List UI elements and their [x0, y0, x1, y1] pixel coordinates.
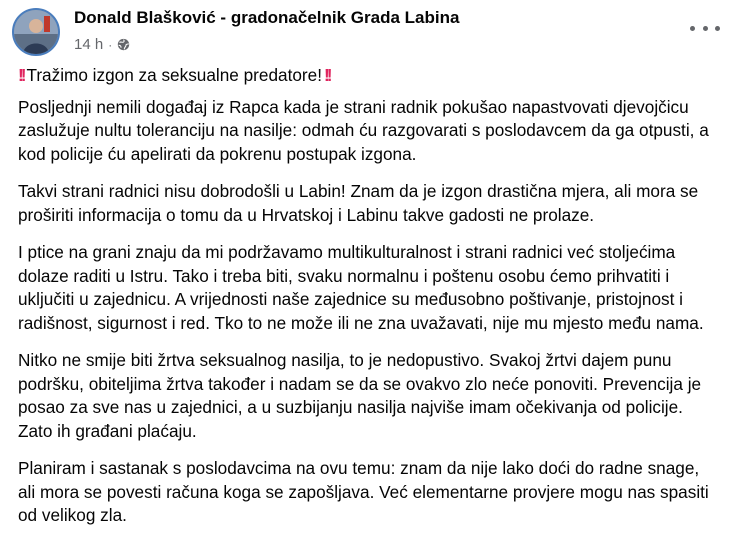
- exclamation-emoji-icon: !!: [18, 65, 24, 85]
- post-paragraph: Planiram i sastanak s poslodavcima na ovu temu: znam da nije lako doći do radne snage, ali mora se povesti računa koga se zapošljava. Već elementarne provjere mogu nas spasiti od velikog zla.: [18, 458, 709, 525]
- menu-dot: [715, 26, 720, 31]
- post-paragraph: Posljednji nemili događaj iz Rapca kada je strani radnik pokušao napastvovati djevojčicu zaslužuje nultu toleranciju na nasilje: odmah ću razgovarati s poslodavcem da ga otpusti, a kod policije ću apelirati da pokrenu postupak izgona.: [18, 96, 709, 164]
- post-header: [12, 4, 720, 60]
- menu-dot: [690, 26, 695, 31]
- headline-text: Tražimo izgon za seksualne predatore!: [26, 65, 322, 85]
- post-paragraph: Nitko ne smije biti žrtva seksualnog nasilja, to je nedopustivo. Svakoj žrtvi dajem punu podršku, obiteljima žrtva također i nadam se da se ovakvo zlo neće ponoviti. Prevencija je posao za sve nas u zajednici, a u suzbijanju nasilja najviše imam očekivanja od policije. Zato ih građani plaćaju.: [18, 350, 702, 441]
- post-paragraph: Takvi strani radnici nisu dobrodošli u Labin! Znam da je izgon drastična mjera, ali mora se proširiti informacija o tomu da u Hrvatskoj i Labinu takve gadosti ne prolaze.: [18, 181, 699, 225]
- post-headline: [18, 64, 720, 88]
- globe-icon[interactable]: [117, 38, 130, 51]
- post-paragraph: I ptice na grani znaju da mi podržavamo multikulturalnost i strani radnici već stoljećima dolaze raditi u Istru. Tako i treba biti, svaku normalnu i poštenu osobu ćemo prihvatiti i uključiti u zajednicu. A vrijednosti naše zajednice su međusobno poštivanje, pristojnost i radišnost, sigurnost i red. Tko to ne može ili ne zna uvažavati, nije mu mjesto među nama.: [18, 242, 704, 333]
- exclamation-emoji-icon: !!: [323, 65, 330, 85]
- profile-photo-icon: [14, 10, 58, 54]
- post-timestamp[interactable]: 14 h: [74, 36, 104, 53]
- post-meta: [74, 36, 130, 53]
- post-body: [18, 64, 720, 542]
- post-author-name[interactable]: Donald Blašković - gradonačelnik Grada Labina: [74, 8, 460, 27]
- avatar[interactable]: [12, 8, 60, 56]
- more-options-icon[interactable]: [690, 18, 720, 38]
- meta-separator: ·: [108, 37, 113, 52]
- menu-dot: [703, 26, 708, 31]
